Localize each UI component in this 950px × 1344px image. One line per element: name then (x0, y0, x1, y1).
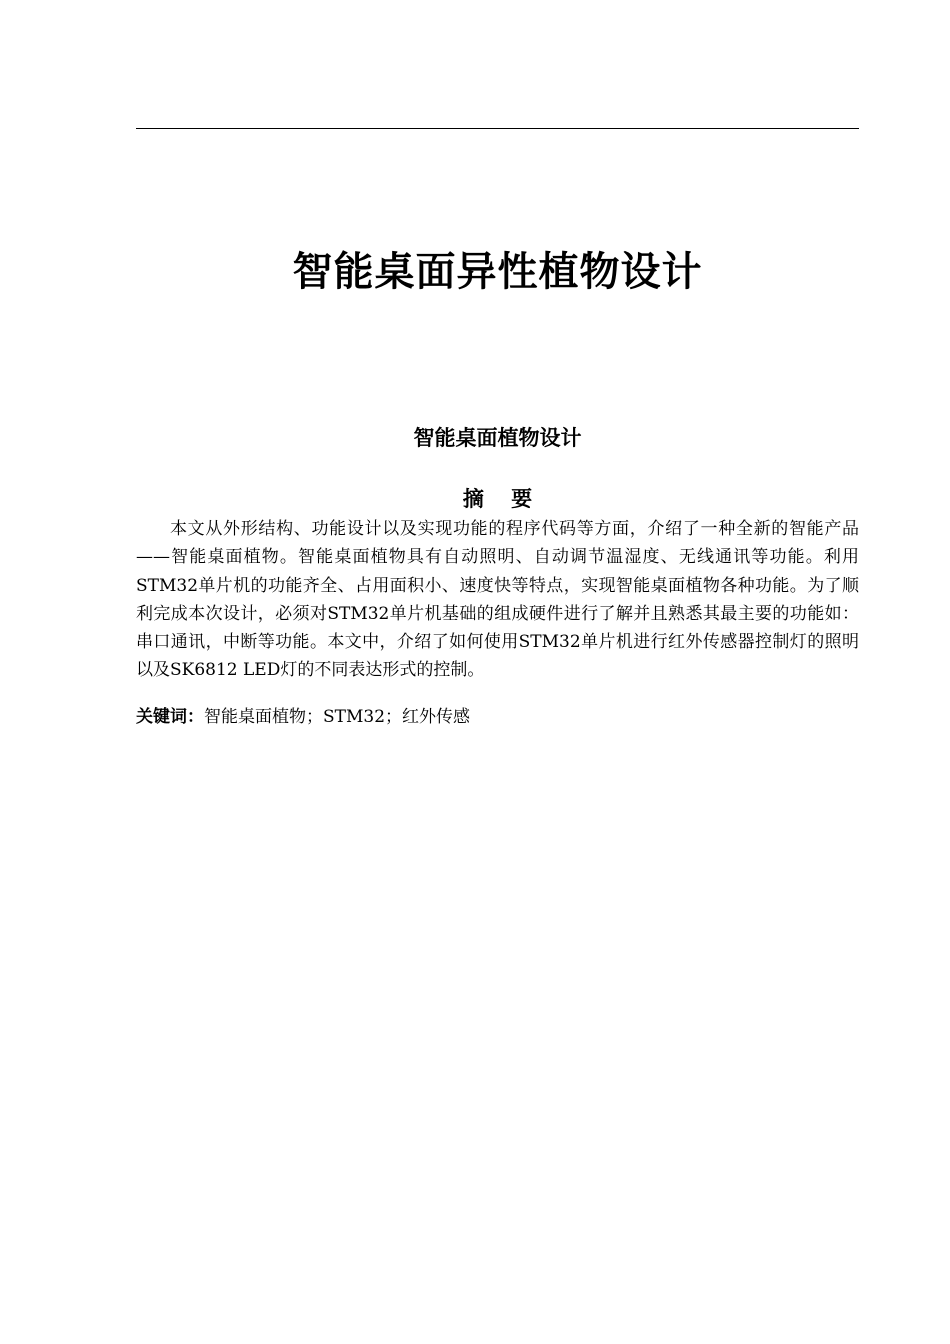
keywords-line (136, 703, 859, 731)
keywords-label: 关键词： (136, 707, 204, 727)
abstract-heading: 摘 要 (462, 487, 543, 511)
document-title: 智能桌面异性植物设计 (292, 249, 703, 295)
keywords-value: 智能桌面植物；STM32；红外传感 (204, 707, 471, 727)
header-rule (136, 128, 859, 129)
document-subtitle: 智能桌面植物设计 (413, 426, 582, 450)
abstract-body: 本文从外形结构、功能设计以及实现功能的程序代码等方面，介绍了一种全新的智能产品——智能桌面植物。智能桌面植物具有自动照明、自动调节温湿度、无线通讯等功能。利用STM32单片机的功能齐全、占用面积小、速度快等特点，实现智能桌面植物各种功能。为了顺利完成本次设计，必须对STM32单片机基础的组成硬件进行了解并且熟悉其最主要的功能如：串口通讯，中断等功能。本文中，介绍了如何使用STM32单片机进行红外传感器控制灯的照明以及SK6812 LED灯的不同表达形式的控制。 (136, 519, 859, 681)
